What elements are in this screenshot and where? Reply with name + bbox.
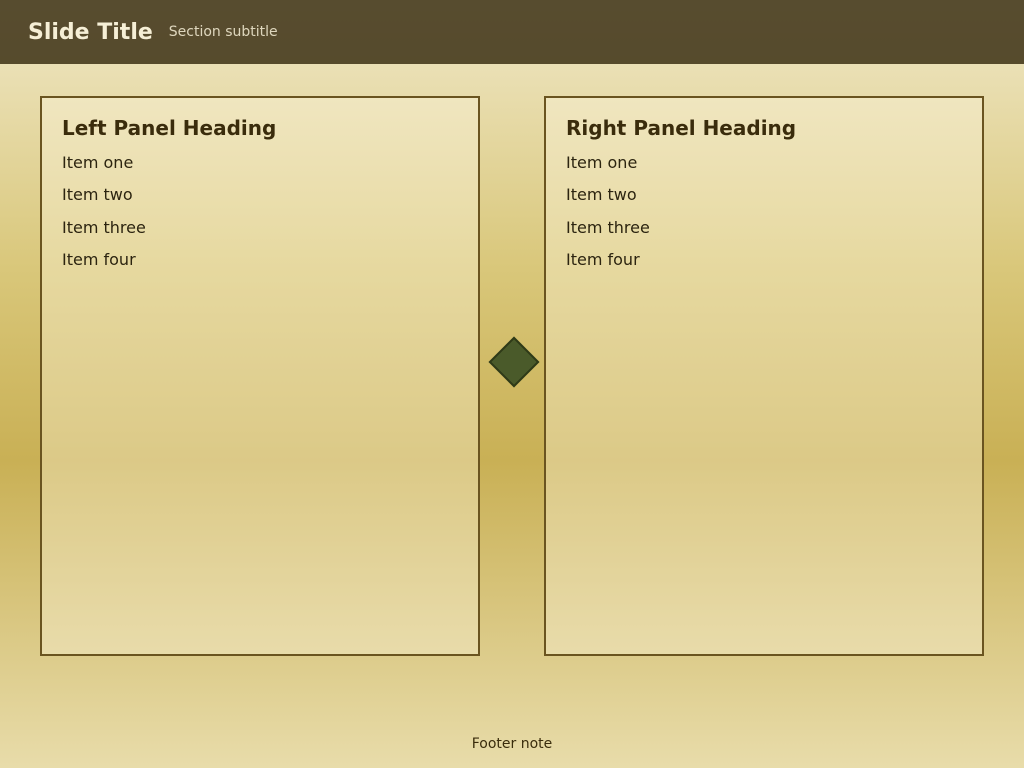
left-panel-item: Item four xyxy=(62,250,136,270)
left-panel-heading: Left Panel Heading xyxy=(62,116,277,140)
left-panel-item: Item three xyxy=(62,217,146,237)
left-panel-item: Item two xyxy=(62,185,133,205)
right-panel-heading: Right Panel Heading xyxy=(566,116,797,140)
right-panel xyxy=(544,96,984,656)
right-panel-item: Item three xyxy=(566,217,650,237)
footer-text: Footer note xyxy=(471,736,553,752)
right-panel-item: Item one xyxy=(566,153,638,172)
slide-footer xyxy=(0,720,1024,768)
slide-title: Slide Title xyxy=(28,19,153,45)
left-panel-item: Item one xyxy=(62,153,134,172)
slide-subtitle: Section subtitle xyxy=(168,24,278,40)
diamond-connector-icon xyxy=(489,337,540,388)
right-panel-item: Item four xyxy=(566,250,640,270)
slide-header xyxy=(0,0,1024,64)
left-panel xyxy=(40,96,480,656)
right-panel-item: Item two xyxy=(566,185,637,205)
